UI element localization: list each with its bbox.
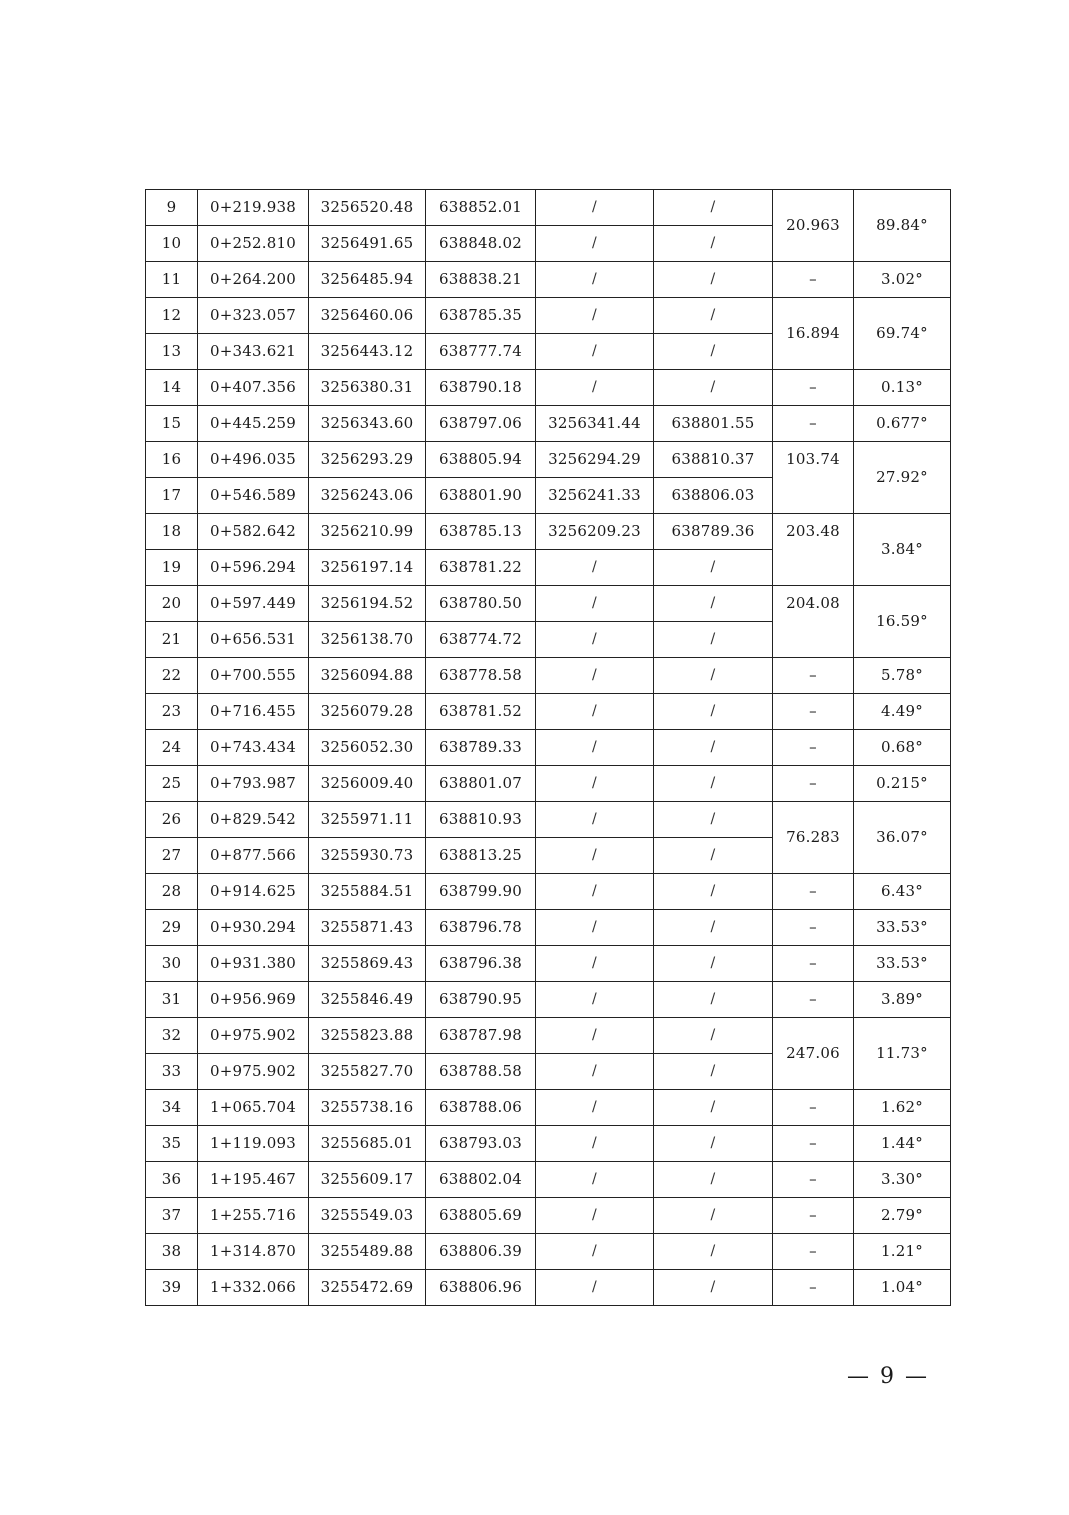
page-number: — 9 — bbox=[847, 1364, 929, 1389]
x2-coordinate-cell: / bbox=[536, 226, 654, 262]
table-row bbox=[146, 874, 951, 910]
table-row bbox=[146, 1198, 951, 1234]
station-cell: 1+119.093 bbox=[198, 1126, 309, 1162]
x-coordinate-cell: 3256197.14 bbox=[309, 550, 426, 586]
x-coordinate-cell: 3255971.11 bbox=[309, 802, 426, 838]
angle-cell: 1.21° bbox=[854, 1234, 951, 1270]
row-number: 36 bbox=[146, 1162, 198, 1198]
x-coordinate-cell: 3255827.70 bbox=[309, 1054, 426, 1090]
angle-cell: 33.53° bbox=[854, 910, 951, 946]
row-number: 29 bbox=[146, 910, 198, 946]
y-coordinate-cell: 638802.04 bbox=[426, 1162, 536, 1198]
table-row bbox=[146, 370, 951, 406]
radius-cell: – bbox=[773, 1234, 854, 1270]
x-coordinate-cell: 3256079.28 bbox=[309, 694, 426, 730]
y-coordinate-cell: 638781.52 bbox=[426, 694, 536, 730]
y-coordinate-cell: 638790.95 bbox=[426, 982, 536, 1018]
x-coordinate-cell: 3256052.30 bbox=[309, 730, 426, 766]
x2-coordinate-cell: / bbox=[536, 838, 654, 874]
angle-cell: 0.68° bbox=[854, 730, 951, 766]
row-number: 30 bbox=[146, 946, 198, 982]
radius-cell: – bbox=[773, 910, 854, 946]
row-number: 26 bbox=[146, 802, 198, 838]
station-cell: 0+343.621 bbox=[198, 334, 309, 370]
x2-coordinate-cell: 3256209.23 bbox=[536, 514, 654, 550]
angle-cell: 3.02° bbox=[854, 262, 951, 298]
row-number: 39 bbox=[146, 1270, 198, 1306]
y2-coordinate-cell: / bbox=[654, 262, 773, 298]
station-cell: 0+496.035 bbox=[198, 442, 309, 478]
x-coordinate-cell: 3255472.69 bbox=[309, 1270, 426, 1306]
x2-coordinate-cell: / bbox=[536, 1270, 654, 1306]
station-cell: 0+597.449 bbox=[198, 586, 309, 622]
y-coordinate-cell: 638774.72 bbox=[426, 622, 536, 658]
row-number: 14 bbox=[146, 370, 198, 406]
x2-coordinate-cell: / bbox=[536, 730, 654, 766]
station-cell: 0+264.200 bbox=[198, 262, 309, 298]
y2-coordinate-cell: / bbox=[654, 1162, 773, 1198]
y-coordinate-cell: 638777.74 bbox=[426, 334, 536, 370]
x2-coordinate-cell: / bbox=[536, 1054, 654, 1090]
radius-cell: 247.06 bbox=[773, 1018, 854, 1090]
row-number: 38 bbox=[146, 1234, 198, 1270]
y2-coordinate-cell: / bbox=[654, 1126, 773, 1162]
table-row bbox=[146, 190, 951, 226]
radius-cell: 103.74 bbox=[773, 442, 854, 514]
radius-cell: 16.894 bbox=[773, 298, 854, 370]
y2-coordinate-cell: / bbox=[654, 622, 773, 658]
radius-cell: – bbox=[773, 946, 854, 982]
y2-coordinate-cell: / bbox=[654, 334, 773, 370]
station-cell: 0+975.902 bbox=[198, 1054, 309, 1090]
y2-coordinate-cell: 638810.37 bbox=[654, 442, 773, 478]
station-cell: 0+596.294 bbox=[198, 550, 309, 586]
x-coordinate-cell: 3256194.52 bbox=[309, 586, 426, 622]
row-number: 17 bbox=[146, 478, 198, 514]
x2-coordinate-cell: / bbox=[536, 1234, 654, 1270]
x2-coordinate-cell: / bbox=[536, 694, 654, 730]
y2-coordinate-cell: / bbox=[654, 658, 773, 694]
y-coordinate-cell: 638806.39 bbox=[426, 1234, 536, 1270]
station-cell: 1+314.870 bbox=[198, 1234, 309, 1270]
station-cell: 0+975.902 bbox=[198, 1018, 309, 1054]
row-number: 20 bbox=[146, 586, 198, 622]
table-row bbox=[146, 694, 951, 730]
radius-cell: – bbox=[773, 982, 854, 1018]
x-coordinate-cell: 3256243.06 bbox=[309, 478, 426, 514]
angle-cell: 3.89° bbox=[854, 982, 951, 1018]
x2-coordinate-cell: / bbox=[536, 370, 654, 406]
y2-coordinate-cell: / bbox=[654, 298, 773, 334]
table-row bbox=[146, 1234, 951, 1270]
row-number: 34 bbox=[146, 1090, 198, 1126]
row-number: 18 bbox=[146, 514, 198, 550]
y2-coordinate-cell: / bbox=[654, 1054, 773, 1090]
y-coordinate-cell: 638778.58 bbox=[426, 658, 536, 694]
y-coordinate-cell: 638796.38 bbox=[426, 946, 536, 982]
row-number: 15 bbox=[146, 406, 198, 442]
row-number: 37 bbox=[146, 1198, 198, 1234]
row-number: 9 bbox=[146, 190, 198, 226]
x-coordinate-cell: 3256138.70 bbox=[309, 622, 426, 658]
y2-coordinate-cell: / bbox=[654, 874, 773, 910]
angle-cell: 3.30° bbox=[854, 1162, 951, 1198]
x2-coordinate-cell: / bbox=[536, 1198, 654, 1234]
x2-coordinate-cell: / bbox=[536, 946, 654, 982]
x2-coordinate-cell: / bbox=[536, 982, 654, 1018]
angle-cell: 3.84° bbox=[854, 514, 951, 586]
x-coordinate-cell: 3255489.88 bbox=[309, 1234, 426, 1270]
y2-coordinate-cell: / bbox=[654, 730, 773, 766]
radius-cell: – bbox=[773, 694, 854, 730]
station-cell: 0+219.938 bbox=[198, 190, 309, 226]
x-coordinate-cell: 3255823.88 bbox=[309, 1018, 426, 1054]
x2-coordinate-cell: / bbox=[536, 262, 654, 298]
station-cell: 0+829.542 bbox=[198, 802, 309, 838]
x-coordinate-cell: 3256343.60 bbox=[309, 406, 426, 442]
x2-coordinate-cell: 3256241.33 bbox=[536, 478, 654, 514]
x2-coordinate-cell: / bbox=[536, 298, 654, 334]
x-coordinate-cell: 3256460.06 bbox=[309, 298, 426, 334]
y-coordinate-cell: 638801.07 bbox=[426, 766, 536, 802]
angle-cell: 33.53° bbox=[854, 946, 951, 982]
row-number: 13 bbox=[146, 334, 198, 370]
y-coordinate-cell: 638813.25 bbox=[426, 838, 536, 874]
table-row bbox=[146, 1270, 951, 1306]
x-coordinate-cell: 3256094.88 bbox=[309, 658, 426, 694]
x-coordinate-cell: 3256443.12 bbox=[309, 334, 426, 370]
row-number: 21 bbox=[146, 622, 198, 658]
row-number: 31 bbox=[146, 982, 198, 1018]
station-cell: 0+407.356 bbox=[198, 370, 309, 406]
radius-cell: 20.963 bbox=[773, 190, 854, 262]
radius-cell: – bbox=[773, 874, 854, 910]
angle-cell: 89.84° bbox=[854, 190, 951, 262]
station-cell: 0+914.625 bbox=[198, 874, 309, 910]
y2-coordinate-cell: / bbox=[654, 550, 773, 586]
x2-coordinate-cell: / bbox=[536, 1162, 654, 1198]
x-coordinate-cell: 3256009.40 bbox=[309, 766, 426, 802]
table-row bbox=[146, 514, 951, 550]
y2-coordinate-cell: / bbox=[654, 1198, 773, 1234]
table-row bbox=[146, 406, 951, 442]
angle-cell: 2.79° bbox=[854, 1198, 951, 1234]
angle-cell: 27.92° bbox=[854, 442, 951, 514]
row-number: 25 bbox=[146, 766, 198, 802]
x2-coordinate-cell: / bbox=[536, 1018, 654, 1054]
x-coordinate-cell: 3255685.01 bbox=[309, 1126, 426, 1162]
x-coordinate-cell: 3256485.94 bbox=[309, 262, 426, 298]
table-row bbox=[146, 658, 951, 694]
x2-coordinate-cell: / bbox=[536, 766, 654, 802]
x-coordinate-cell: 3256520.48 bbox=[309, 190, 426, 226]
row-number: 24 bbox=[146, 730, 198, 766]
table-row bbox=[146, 1162, 951, 1198]
x-coordinate-cell: 3255871.43 bbox=[309, 910, 426, 946]
y-coordinate-cell: 638789.33 bbox=[426, 730, 536, 766]
y2-coordinate-cell: / bbox=[654, 802, 773, 838]
y-coordinate-cell: 638788.58 bbox=[426, 1054, 536, 1090]
y2-coordinate-cell: / bbox=[654, 586, 773, 622]
y-coordinate-cell: 638805.69 bbox=[426, 1198, 536, 1234]
station-cell: 1+065.704 bbox=[198, 1090, 309, 1126]
y2-coordinate-cell: / bbox=[654, 694, 773, 730]
angle-cell: 1.62° bbox=[854, 1090, 951, 1126]
station-cell: 0+877.566 bbox=[198, 838, 309, 874]
x-coordinate-cell: 3255869.43 bbox=[309, 946, 426, 982]
y2-coordinate-cell: / bbox=[654, 190, 773, 226]
station-cell: 0+656.531 bbox=[198, 622, 309, 658]
y-coordinate-cell: 638787.98 bbox=[426, 1018, 536, 1054]
radius-cell: – bbox=[773, 1162, 854, 1198]
y2-coordinate-cell: / bbox=[654, 910, 773, 946]
station-cell: 1+255.716 bbox=[198, 1198, 309, 1234]
y2-coordinate-cell: / bbox=[654, 982, 773, 1018]
station-cell: 0+743.434 bbox=[198, 730, 309, 766]
station-cell: 0+700.555 bbox=[198, 658, 309, 694]
station-cell: 0+793.987 bbox=[198, 766, 309, 802]
radius-cell: 76.283 bbox=[773, 802, 854, 874]
table-row bbox=[146, 946, 951, 982]
angle-cell: 0.677° bbox=[854, 406, 951, 442]
station-cell: 1+195.467 bbox=[198, 1162, 309, 1198]
angle-cell: 16.59° bbox=[854, 586, 951, 658]
x-coordinate-cell: 3256380.31 bbox=[309, 370, 426, 406]
x2-coordinate-cell: / bbox=[536, 910, 654, 946]
y2-coordinate-cell: 638801.55 bbox=[654, 406, 773, 442]
table-row bbox=[146, 262, 951, 298]
angle-cell: 5.78° bbox=[854, 658, 951, 694]
row-number: 22 bbox=[146, 658, 198, 694]
row-number: 35 bbox=[146, 1126, 198, 1162]
x-coordinate-cell: 3256293.29 bbox=[309, 442, 426, 478]
y-coordinate-cell: 638780.50 bbox=[426, 586, 536, 622]
table-row bbox=[146, 442, 951, 478]
x2-coordinate-cell: / bbox=[536, 550, 654, 586]
coordinate-table bbox=[145, 189, 951, 1306]
y2-coordinate-cell: / bbox=[654, 1018, 773, 1054]
x2-coordinate-cell: 3256294.29 bbox=[536, 442, 654, 478]
table-row bbox=[146, 802, 951, 838]
y2-coordinate-cell: / bbox=[654, 1270, 773, 1306]
angle-cell: 0.215° bbox=[854, 766, 951, 802]
y2-coordinate-cell: / bbox=[654, 370, 773, 406]
y2-coordinate-cell: 638806.03 bbox=[654, 478, 773, 514]
angle-cell: 69.74° bbox=[854, 298, 951, 370]
x2-coordinate-cell: / bbox=[536, 334, 654, 370]
radius-cell: 203.48 bbox=[773, 514, 854, 586]
radius-cell: – bbox=[773, 262, 854, 298]
y-coordinate-cell: 638852.01 bbox=[426, 190, 536, 226]
y-coordinate-cell: 638781.22 bbox=[426, 550, 536, 586]
x-coordinate-cell: 3255930.73 bbox=[309, 838, 426, 874]
row-number: 16 bbox=[146, 442, 198, 478]
y-coordinate-cell: 638785.35 bbox=[426, 298, 536, 334]
y2-coordinate-cell: / bbox=[654, 1090, 773, 1126]
angle-cell: 11.73° bbox=[854, 1018, 951, 1090]
angle-cell: 1.04° bbox=[854, 1270, 951, 1306]
row-number: 11 bbox=[146, 262, 198, 298]
table-row bbox=[146, 1126, 951, 1162]
y-coordinate-cell: 638790.18 bbox=[426, 370, 536, 406]
x-coordinate-cell: 3256491.65 bbox=[309, 226, 426, 262]
y-coordinate-cell: 638797.06 bbox=[426, 406, 536, 442]
table-row bbox=[146, 1090, 951, 1126]
y-coordinate-cell: 638805.94 bbox=[426, 442, 536, 478]
x-coordinate-cell: 3255738.16 bbox=[309, 1090, 426, 1126]
y-coordinate-cell: 638793.03 bbox=[426, 1126, 536, 1162]
y-coordinate-cell: 638810.93 bbox=[426, 802, 536, 838]
station-cell: 0+956.969 bbox=[198, 982, 309, 1018]
y2-coordinate-cell: / bbox=[654, 838, 773, 874]
y-coordinate-cell: 638806.96 bbox=[426, 1270, 536, 1306]
row-number: 27 bbox=[146, 838, 198, 874]
row-number: 12 bbox=[146, 298, 198, 334]
y-coordinate-cell: 638785.13 bbox=[426, 514, 536, 550]
x-coordinate-cell: 3255549.03 bbox=[309, 1198, 426, 1234]
x2-coordinate-cell: / bbox=[536, 1090, 654, 1126]
radius-cell: – bbox=[773, 1198, 854, 1234]
station-cell: 0+546.589 bbox=[198, 478, 309, 514]
radius-cell: – bbox=[773, 730, 854, 766]
x2-coordinate-cell: 3256341.44 bbox=[536, 406, 654, 442]
table-row bbox=[146, 1018, 951, 1054]
x2-coordinate-cell: / bbox=[536, 1126, 654, 1162]
y-coordinate-cell: 638788.06 bbox=[426, 1090, 536, 1126]
table-row bbox=[146, 982, 951, 1018]
table-row bbox=[146, 766, 951, 802]
station-cell: 0+445.259 bbox=[198, 406, 309, 442]
x2-coordinate-cell: / bbox=[536, 658, 654, 694]
row-number: 32 bbox=[146, 1018, 198, 1054]
table-row bbox=[146, 730, 951, 766]
station-cell: 0+716.455 bbox=[198, 694, 309, 730]
y-coordinate-cell: 638796.78 bbox=[426, 910, 536, 946]
y2-coordinate-cell: / bbox=[654, 226, 773, 262]
radius-cell: – bbox=[773, 406, 854, 442]
station-cell: 0+930.294 bbox=[198, 910, 309, 946]
angle-cell: 6.43° bbox=[854, 874, 951, 910]
radius-cell: – bbox=[773, 658, 854, 694]
y-coordinate-cell: 638848.02 bbox=[426, 226, 536, 262]
y2-coordinate-cell: / bbox=[654, 1234, 773, 1270]
station-cell: 0+252.810 bbox=[198, 226, 309, 262]
row-number: 10 bbox=[146, 226, 198, 262]
y-coordinate-cell: 638801.90 bbox=[426, 478, 536, 514]
table-row bbox=[146, 298, 951, 334]
angle-cell: 0.13° bbox=[854, 370, 951, 406]
station-cell: 0+582.642 bbox=[198, 514, 309, 550]
x2-coordinate-cell: / bbox=[536, 802, 654, 838]
angle-cell: 1.44° bbox=[854, 1126, 951, 1162]
row-number: 28 bbox=[146, 874, 198, 910]
x2-coordinate-cell: / bbox=[536, 586, 654, 622]
radius-cell: – bbox=[773, 766, 854, 802]
y2-coordinate-cell: / bbox=[654, 946, 773, 982]
table-row bbox=[146, 586, 951, 622]
y-coordinate-cell: 638799.90 bbox=[426, 874, 536, 910]
station-cell: 1+332.066 bbox=[198, 1270, 309, 1306]
station-cell: 0+323.057 bbox=[198, 298, 309, 334]
radius-cell: – bbox=[773, 1270, 854, 1306]
row-number: 19 bbox=[146, 550, 198, 586]
radius-cell: – bbox=[773, 1126, 854, 1162]
station-cell: 0+931.380 bbox=[198, 946, 309, 982]
x-coordinate-cell: 3255884.51 bbox=[309, 874, 426, 910]
radius-cell: – bbox=[773, 1090, 854, 1126]
angle-cell: 36.07° bbox=[854, 802, 951, 874]
x-coordinate-cell: 3255846.49 bbox=[309, 982, 426, 1018]
y2-coordinate-cell: / bbox=[654, 766, 773, 802]
x-coordinate-cell: 3256210.99 bbox=[309, 514, 426, 550]
radius-cell: – bbox=[773, 370, 854, 406]
y2-coordinate-cell: 638789.36 bbox=[654, 514, 773, 550]
x2-coordinate-cell: / bbox=[536, 622, 654, 658]
x-coordinate-cell: 3255609.17 bbox=[309, 1162, 426, 1198]
table-row bbox=[146, 910, 951, 946]
row-number: 33 bbox=[146, 1054, 198, 1090]
y-coordinate-cell: 638838.21 bbox=[426, 262, 536, 298]
row-number: 23 bbox=[146, 694, 198, 730]
angle-cell: 4.49° bbox=[854, 694, 951, 730]
radius-cell: 204.08 bbox=[773, 586, 854, 658]
x2-coordinate-cell: / bbox=[536, 190, 654, 226]
x2-coordinate-cell: / bbox=[536, 874, 654, 910]
